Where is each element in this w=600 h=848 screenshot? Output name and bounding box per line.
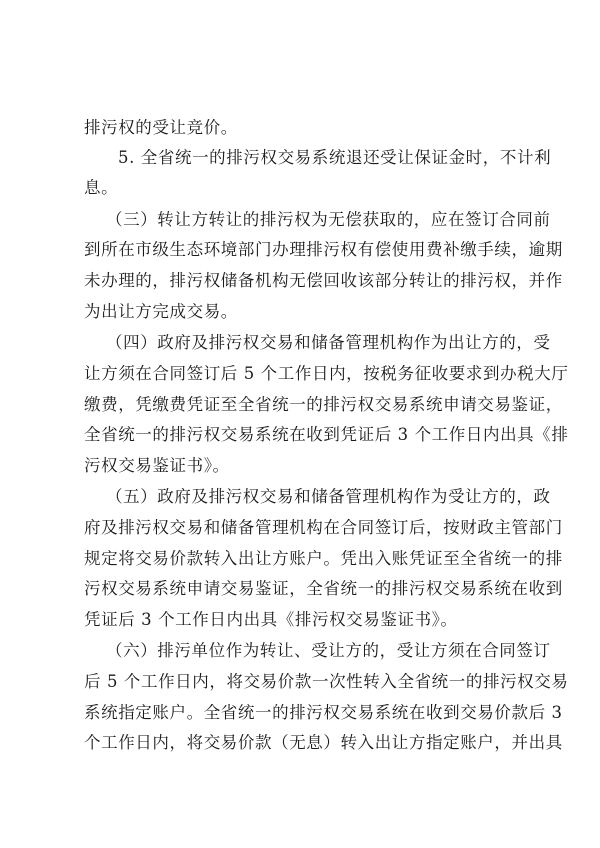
text-line: 让方须在合同签订后 5 个工作日内，按税务征收要求到办税大厅: [84, 364, 569, 383]
text-line: 排污权的受让竞价。: [84, 118, 238, 137]
text-line: 系统指定账户。全省统一的排污权交易系统在收到交易价款后 3: [84, 703, 563, 722]
text-line: 府及排污权交易和储备管理机构在合同签订后，按财政主管部门: [84, 518, 563, 537]
text-line: 未办理的，排污权储备机构无偿回收该部分转让的排污权，并作: [84, 271, 563, 290]
text-line: 全省统一的排污权交易系统在收到凭证后 3 个工作日内出具《排: [84, 425, 569, 444]
text-line: （四）政府及排污权交易和储备管理机构作为出让方的，受: [106, 333, 551, 352]
text-line: （五）政府及排污权交易和储备管理机构作为受让方的，政: [106, 487, 551, 506]
text-line: 凭证后 3 个工作日内出具《排污权交易鉴证书》。: [84, 610, 458, 629]
text-line: 污权交易系统申请交易鉴证，全省统一的排污权交易系统在收到: [84, 579, 563, 598]
text-line: 为出让方完成交易。: [84, 302, 238, 321]
text-line: 个工作日内，将交易价款（无息）转入出让方指定账户，并出具: [84, 733, 563, 752]
text-line: 规定将交易价款转入出让方账户。凭出入账凭证至全省统一的排: [84, 549, 563, 568]
text-line: 息。: [84, 178, 119, 197]
text-line: 到所在市级生态环境部门办理排污权有偿使用费补缴手续，逾期: [84, 240, 563, 259]
text-line: （三）转让方转让的排污权为无偿获取的，应在签订合同前: [106, 210, 551, 229]
text-line: 缴费，凭缴费凭证至全省统一的排污权交易系统申请交易鉴证，: [84, 395, 563, 414]
text-line: 后 5 个工作日内，将交易价款一次性转入全省统一的排污权交易: [84, 672, 569, 691]
text-line: （六）排污单位作为转让、受让方的，受让方须在合同签订: [106, 641, 551, 660]
text-line: 污权交易鉴证书》。: [84, 456, 230, 475]
text-line: 5. 全省统一的排污权交易系统退还受让保证金时，不计利: [118, 148, 552, 167]
